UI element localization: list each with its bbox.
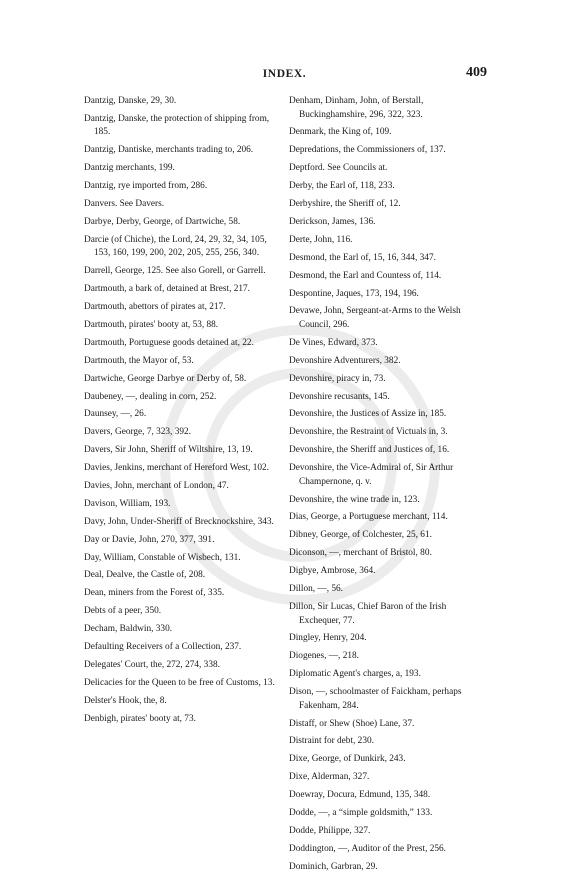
index-entry: Dillon, Sir Lucas, Chief Baron of the Irish Exchequer, 77.: [289, 601, 447, 626]
index-entry: Deal, Dealve, the Castle of, 208.: [84, 570, 206, 581]
index-entry: Devonshire, the wine trade in, 123.: [289, 494, 420, 505]
index-entry: Devonshire, the Restraint of Victuals in, 3.: [289, 427, 448, 438]
index-entry: Davison, William, 193.: [84, 498, 171, 509]
index-entry: Decham, Baldwin, 330.: [84, 624, 173, 635]
index-entry: Dison, —, schoolmaster of Faickham, perhaps Fakenham, 284.: [289, 687, 462, 711]
index-column-right: [289, 95, 487, 879]
index-entry: Derickson, James, 136.: [289, 216, 376, 227]
page-number: 409: [466, 65, 487, 80]
index-entry: Day or Davie, John, 270, 377, 391.: [84, 534, 215, 545]
index-entry: Diogenes, —, 218.: [289, 651, 359, 662]
index-entry: De Vines, Edward, 373.: [289, 337, 378, 348]
index-entry: Denbigh, pirates' booty at, 73.: [84, 713, 196, 724]
index-entry: Derby, the Earl of, 118, 233.: [289, 181, 395, 192]
index-entry: Dartmouth, the Mayor of, 53.: [84, 355, 194, 366]
index-entry: Daunsey, —, 26.: [84, 409, 147, 420]
index-entry: Dartwiche, George Darbye or Derby of, 58.: [84, 373, 247, 384]
index-entry: Devonshire, the Vice-Admiral of, Sir Arthur Champernone, q. v.: [289, 463, 454, 487]
index-entry: Dantzig, Danske, the protection of shipping from, 185.: [84, 113, 270, 138]
index-entry: Dias, George, a Portuguese merchant, 114.: [289, 512, 448, 523]
index-entry: Derbyshire, the Sheriff of, 12.: [289, 199, 401, 210]
index-entry: Dartmouth, abettors of pirates at, 217.: [84, 302, 226, 313]
index-entry: Devonshire, the Justices of Assize in, 185.: [289, 409, 447, 420]
index-entry: Danvers. See Davers.: [84, 199, 165, 210]
index-entry: Delegates' Court, the, 272, 274, 338.: [84, 659, 220, 670]
index-entry: Dodde, —, a “simple goldsmith,” 133.: [289, 808, 433, 819]
index-entry: Dibney, George, of Colchester, 25, 61.: [289, 530, 432, 541]
index-entry: Darbye, Derby, George, of Dartwiche, 58.: [84, 216, 241, 227]
index-entry: Diplomatic Agent's charges, a, 193.: [289, 669, 421, 680]
index-entry: Dean, miners from the Forest of, 335.: [84, 588, 225, 599]
index-entry: Doewray, Docura, Edmund, 135, 348.: [289, 790, 431, 801]
index-entry: Dantzig, Dantiske, merchants trading to, 206.: [84, 145, 254, 156]
index-entry: Devawe, John, Sergeant-at-Arms to the Welsh Council, 296.: [289, 306, 461, 330]
index-entry: Dixe, George, of Dunkirk, 243.: [289, 754, 406, 765]
index-entry: Defaulting Receivers of a Collection, 237.: [84, 642, 242, 653]
index-entry: Delster's Hook, the, 8.: [84, 695, 167, 706]
index-entry: Dantzig, rye imported from, 286.: [84, 181, 208, 192]
index-entry: Day, William, Constable of Wisbech, 131.: [84, 552, 241, 563]
index-entry: Dixe, Alderman, 327.: [289, 772, 370, 783]
index-entry: Dominich, Garbran, 29.: [289, 861, 378, 872]
index-entry: Despontine, Jaques, 173, 194, 196.: [289, 288, 419, 299]
page-title: INDEX.: [262, 68, 307, 80]
index-entry: Darcie (of Chiche), the Lord, 24, 29, 32, 34, 105, 153, 160, 199, 200, 202, 205, 255, 256, 340.: [84, 234, 267, 259]
index-entry: Dillon, —, 56.: [289, 584, 343, 595]
index-entry: Dodde, Philippe, 327.: [289, 825, 371, 836]
index-entry: Depredations, the Commissioners of, 137.: [289, 145, 446, 156]
index-entry: Doddington, —, Auditor of the Prest, 256.: [289, 843, 447, 854]
index-entry: Devonshire recusants, 145.: [289, 391, 390, 402]
index-entry: Debts of a peer, 350.: [84, 606, 162, 617]
index-entry: Dartmouth, pirates' booty at, 53, 88.: [84, 319, 219, 330]
index-entry: Dantzig merchants, 199.: [84, 163, 175, 174]
index-entry: Desmond, the Earl and Countess of, 114.: [289, 270, 442, 281]
index-entry: Desmond, the Earl of, 15, 16, 344, 347.: [289, 252, 436, 263]
index-entry: Davies, Jenkins, merchant of Hereford West, 102.: [84, 463, 269, 474]
index-entry: Delicacies for the Queen to be free of Customs, 13.: [84, 677, 275, 688]
index-entry: Davies, John, merchant of London, 47.: [84, 481, 229, 491]
index-entry: Dartmouth, Portuguese goods detained at, 22.: [84, 337, 254, 348]
index-entry: Devonshire, the Sheriff and Justices of, 16.: [289, 445, 450, 456]
index-entry: Deptford. See Councils at.: [289, 163, 388, 174]
index-entry: Distraint for debt, 230.: [289, 736, 374, 747]
index-entry: Davers, Sir John, Sheriff of Wiltshire, 13, 19.: [84, 445, 253, 456]
index-entry: Daubeney, —, dealing in corn, 252.: [84, 391, 217, 402]
index-entry: Devonshire, piracy in, 73.: [289, 373, 386, 384]
index-entry: Derte, John, 116.: [289, 234, 353, 245]
index-entry: Dingley, Henry, 204.: [289, 633, 367, 644]
index-entry: Denham, Dinham, John, of Berstall, Buckinghamshire, 296, 322, 323.: [289, 96, 424, 120]
index-entry: Davy, John, Under-Sheriff of Brecknockshire, 343.: [84, 516, 274, 527]
index-entry: Devonshire Adventurers, 382.: [289, 355, 401, 366]
index-column-left: [84, 95, 282, 730]
index-entry: Distaff, or Shew (Shoe) Lane, 37.: [289, 718, 415, 729]
index-entry: Davers, George, 7, 323, 392.: [84, 427, 191, 438]
index-entry: Denmark, the King of, 109.: [289, 127, 392, 138]
index-entry: Dantzig, Danske, 29, 30.: [84, 96, 177, 106]
index-entry: Darrell, George, 125. See also Gorell, or Garrell.: [84, 266, 266, 277]
index-entry: Diconson, —, merchant of Bristol, 80.: [289, 548, 432, 559]
index-entry: Dartmouth, a bark of, detained at Brest, 217.: [84, 284, 251, 295]
running-header: [82, 66, 487, 84]
index-entry: Digbye, Ambrose, 364.: [289, 566, 376, 577]
